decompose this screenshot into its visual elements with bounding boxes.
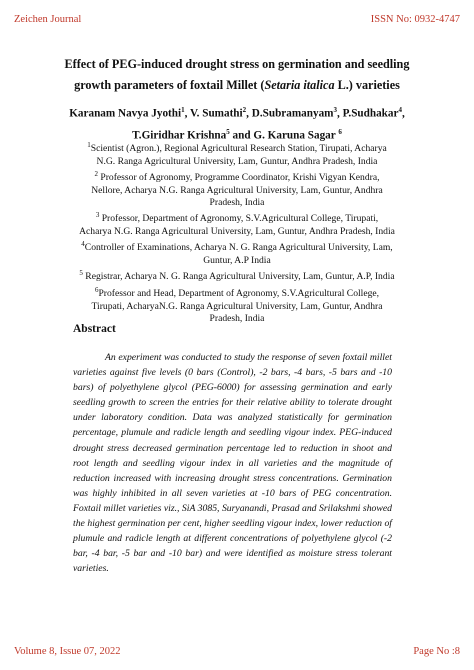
- author-separator: ,: [184, 107, 190, 120]
- affiliation-text: Scientist (Agron.), Regional Agricultural Research Station, Tirupati, Acharya: [90, 143, 387, 155]
- affiliation-1: [50, 139, 424, 168]
- affiliation-text: Professor and Head, Department of Agronomy, S.V.Agricultural College,: [98, 288, 380, 300]
- author-sup: 1: [181, 106, 185, 114]
- author-name: G. Karuna Sagar: [253, 129, 339, 142]
- abstract-heading: Abstract: [73, 323, 116, 335]
- affiliation-4: [50, 238, 424, 267]
- affiliation-line: Pradesh, India: [209, 197, 265, 208]
- affiliation-line: [50, 238, 424, 255]
- author-sup: 4: [398, 106, 402, 114]
- abstract-text: An experiment was conducted to study the response of seven foxtail millet varieties against five levels (0 bars (Control), -2 bars, -4 bars, -5 bars and -10 bars) of polyethylene glycol (PEG-6000) for assessing germination and early seedling growth to screen the entries for their relative ability to tolerate drought under laboratory condition. Data was analyzed statistically for germination percentage, plumule and radicle length and seedling vigour index. PEG-induced drought stress decreased germination percentage led to reduction in shoot and root length and seedling vigour index in all varieties and the magnitude of reduction increased with increasing drought stress concentrations. Germination was highly inhibited in all seven varieties at -10 bars of PEG concentration. Foxtail millet varieties viz., SiA 3085, Suryanandi, Prasad and Srilakshmi showed the highest germination per cent, higher seedling vigour index, lower reduction of plumule and radicle length at different concentrations of polyethylene glycol (-2 bar, -4 bar, -5 bar and -10 bar) and were identified as moisture stress tolerant varieties.: [73, 352, 392, 575]
- author-name: P.Sudhakar: [342, 107, 399, 120]
- affiliation-sup: 4: [81, 240, 85, 249]
- author-sup: 5: [226, 127, 230, 136]
- affiliation-line: N.G. Ranga Agricultural University, Lam, Guntur, Andhra Pradesh, India: [96, 155, 378, 167]
- affiliation-line: Acharya N.G. Ranga Agricultural University, Lam, Guntur, Andhra Pradesh, India: [79, 226, 395, 237]
- author-name: V. Sumathi: [190, 107, 243, 120]
- volume-issue: Volume 8, Issue 07, 2022: [14, 646, 121, 657]
- author-separator: ,: [246, 107, 252, 120]
- affiliation-sup: 1: [87, 141, 91, 149]
- affiliation-6: [50, 284, 424, 325]
- author-sup: 2: [242, 106, 247, 114]
- author-separator: ,: [337, 107, 343, 120]
- affiliation-sup: 2: [94, 170, 98, 178]
- affiliations: [50, 139, 424, 325]
- author-name: T.Giridhar Krishna: [132, 129, 227, 142]
- affiliation-text: Professor of Agronomy, Programme Coordinator, Krishi Vigyan Kendra,: [98, 172, 380, 184]
- affiliation-line: [50, 267, 424, 284]
- title-line-2: [40, 75, 434, 96]
- affiliation-sup: 6: [94, 286, 99, 294]
- affiliation-text: Professor, Department of Agronomy, S.V.Agricultural College, Tirupati,: [99, 213, 379, 225]
- affiliation-line: Nellore, Acharya N.G. Ranga Agricultural University, Lam, Guntur, Andhra: [91, 184, 383, 196]
- author-list: [40, 101, 434, 144]
- affiliation-text: Controller of Examinations, Acharya N. G. Ranga Agricultural University, Lam,: [84, 242, 393, 254]
- affiliation-sup: 5: [79, 269, 83, 278]
- affiliation-line: [50, 284, 424, 301]
- journal-name: Zeichen Journal: [14, 14, 82, 25]
- affiliation-text: Registrar, Acharya N. G. Ranga Agricultural University, Lam, Guntur, A.P, India: [82, 271, 395, 283]
- affiliation-5: [50, 267, 424, 284]
- affiliation-line: Guntur, A.P India: [203, 255, 271, 266]
- title-line-1: Effect of PEG-induced drought stress on germination and seedling: [64, 57, 410, 71]
- affiliation-line: [50, 209, 424, 226]
- title-line-2-start: growth parameters of foxtail Millet (: [74, 78, 265, 92]
- affiliation-line: Tirupati, AcharyaN.G. Ranga Agricultural University, Lam, Guntur, Andhra: [91, 300, 383, 312]
- author-separator: and: [229, 129, 254, 142]
- author-sup: 6: [338, 127, 342, 136]
- affiliation-2: [50, 168, 424, 209]
- affiliation-line: [50, 139, 424, 156]
- issn-number: ISSN No: 0932-4747: [370, 14, 460, 25]
- affiliation-line: [50, 168, 424, 185]
- paper-title: [40, 54, 434, 96]
- author-name: D.Subramanyam: [251, 107, 334, 120]
- affiliation-3: [50, 209, 424, 238]
- author-line-1: [40, 101, 434, 123]
- author-sup: 3: [333, 106, 337, 114]
- author-separator: ,: [401, 107, 405, 120]
- page-number: Page No :8: [413, 646, 460, 657]
- author-name: Karanam Navya Jyothi: [69, 107, 182, 120]
- affiliation-line: Pradesh, India: [209, 313, 265, 324]
- title-line-2-end: L.) varieties: [334, 78, 400, 92]
- affiliation-sup: 3: [95, 211, 100, 220]
- species-name: Setaria italica: [264, 78, 335, 92]
